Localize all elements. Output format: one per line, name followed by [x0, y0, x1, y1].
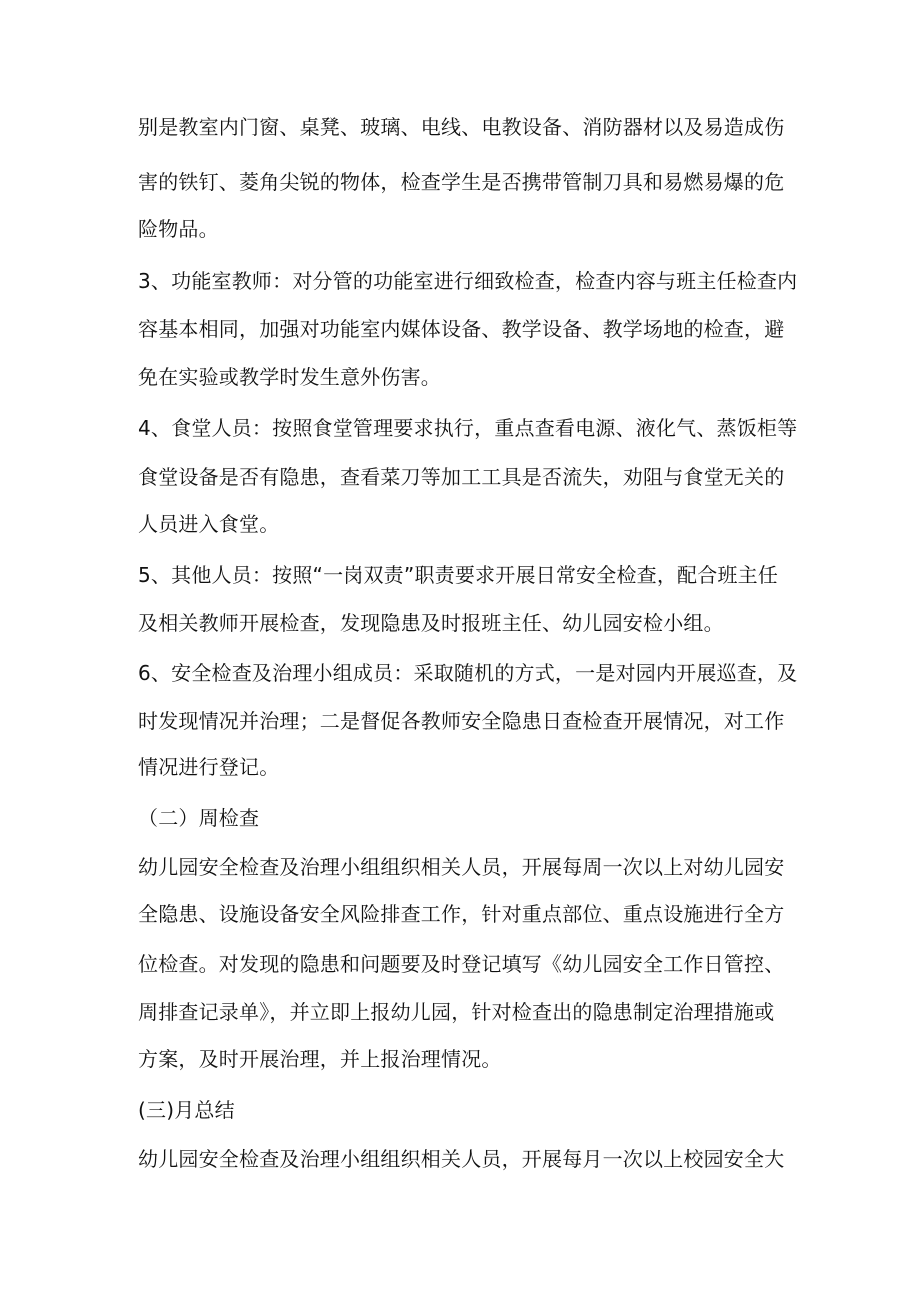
paragraph-line: 幼儿园安全检查及治理小组组织相关人员，开展每月一次以上校园安全大 [138, 1147, 785, 1171]
paragraph-line: 别是教室内门窗、桌凳、玻璃、电线、电教设备、消防器材以及易造成伤 [138, 115, 785, 139]
list-item-6: 6、安全检查及治理小组成员：采取随机的方式，一是对园内开展巡查，及 [138, 661, 798, 685]
list-item-3: 3、功能室教师：对分管的功能室进行细致检查，检查内容与班主任检查内 [138, 269, 798, 293]
list-item-4: 4、食堂人员：按照食堂管理要求执行，重点查看电源、液化气、蒸饭柜等 [138, 416, 798, 440]
paragraph-line: 幼儿园安全检查及治理小组组织相关人员，开展每周一次以上对幼儿园安 [138, 855, 785, 879]
paragraph-line: 及相关教师开展检查，发现隐患及时报班主任、幼儿园安检小组。 [138, 611, 724, 635]
paragraph-line: 周排查记录单》，并立即上报幼儿园，针对检查出的隐患制定治理措施或 [138, 1000, 775, 1024]
paragraph-line: 容基本相同，加强对功能室内媒体设备、教学设备、教学场地的检查，避 [138, 317, 785, 341]
paragraph-line: 险物品。 [138, 217, 219, 241]
paragraph-line: 方案，及时开展治理，并上报治理情况。 [138, 1047, 502, 1071]
paragraph-line: 害的铁钉、菱角尖锐的物体，检查学生是否携带管制刀具和易燃易爆的危 [138, 170, 785, 194]
paragraph-line: 人员进入食堂。 [138, 512, 280, 536]
list-item-5: 5、其他人员：按照“一岗双责”职责要求开展日常安全检查，配合班主任 [138, 563, 779, 587]
section-heading-monthly: (三)月总结 [138, 1098, 235, 1122]
paragraph-line: 情况进行登记。 [138, 755, 280, 779]
paragraph-line: 全隐患、设施设备安全风险排查工作，针对重点部位、重点设施进行全方 [138, 902, 785, 926]
paragraph-line: 时发现情况并治理；二是督促各教师安全隐患日查检查开展情况，对工作 [138, 709, 785, 733]
paragraph-line: 食堂设备是否有隐患，查看菜刀等加工工具是否流失，劝阻与食堂无关的 [138, 465, 785, 489]
paragraph-line: 位检查。对发现的隐患和问题要及时登记填写《幼儿园安全工作日管控、 [138, 952, 785, 976]
paragraph-line: 免在实验或教学时发生意外伤害。 [138, 365, 441, 389]
section-heading-weekly: （二）周检查 [138, 806, 260, 830]
